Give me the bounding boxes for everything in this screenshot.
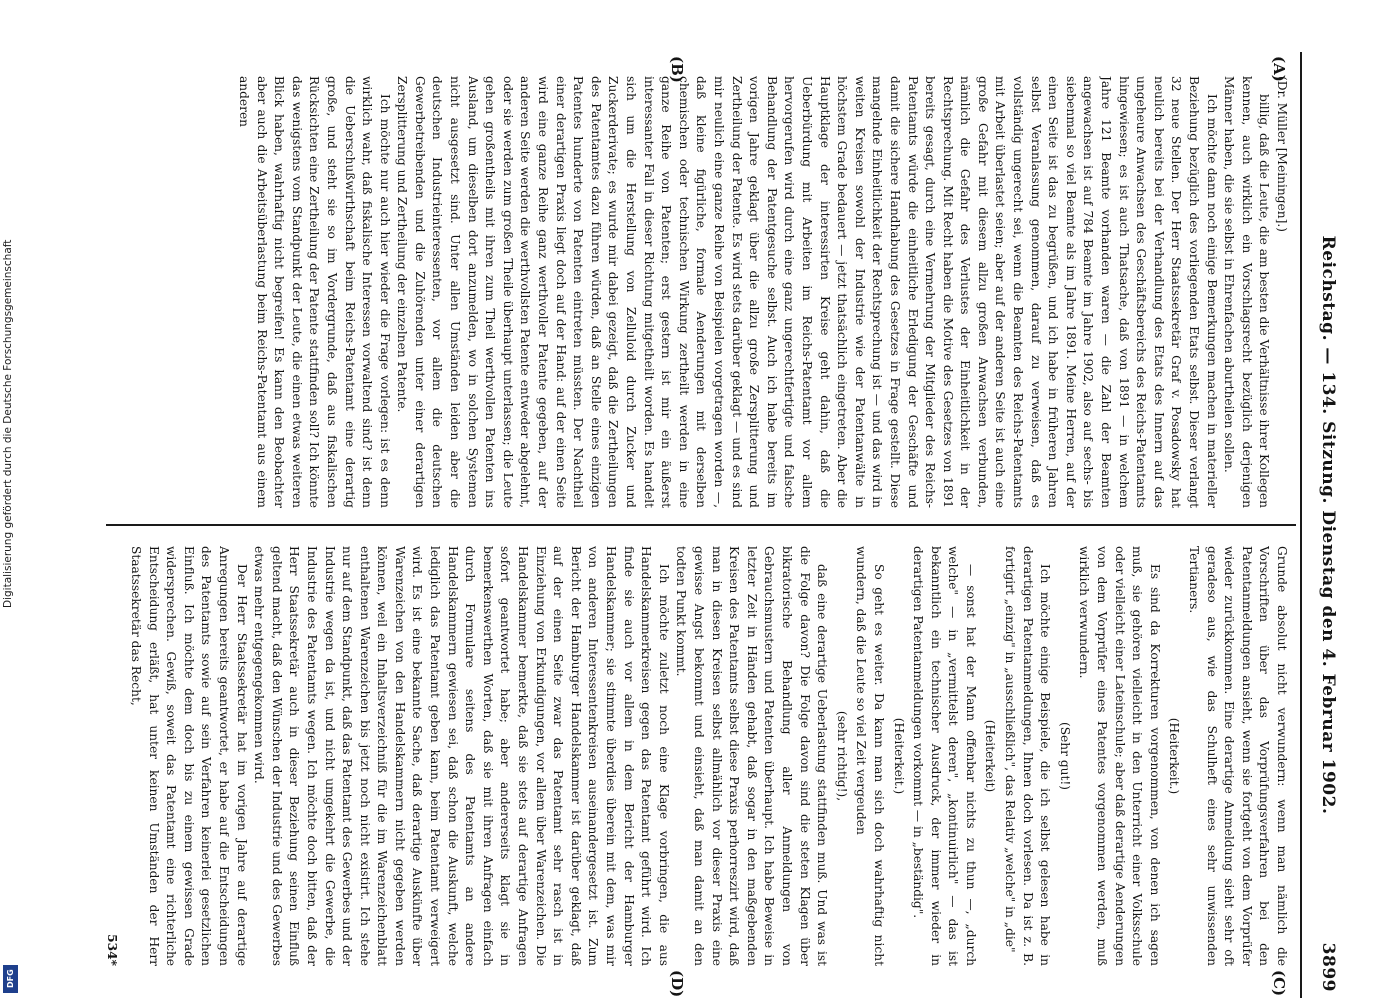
paragraph: (Sehr gut!) xyxy=(1057,721,1072,791)
paragraph: daß eine derartige Ueberlastung stattfinden muß. Und was ist die Folge davon? Die Folge davon sind die steten Klagen über bikratorische Behandlung aller Anmeldungen von Gebrauchsmustern und Patenten überhaupt. Ich habe Beweise in letzter Zeit in Händen gehabt, daß sogar in den maßgebenden Kreisen des Patentamts selbst diese Praxis perhorreszirt wird, daß man in diesen Kreisen selbst allmählich vor dieser Praxis eine gewisse Angst bekommt und einsieht, daß man damit an den todten Punkt kommt. xyxy=(674,546,830,966)
paragraph: Ich möchte einige Beispiele, die ich selbst gelesen habe in derartigen Patentanmeldungen, Ihnen doch vorlesen. Da ist z. B. fortigirt „einzig" in „ausschließlich", das Relativ „welche" in „die" xyxy=(1003,546,1053,966)
page-number: 3899 xyxy=(1318,942,1338,992)
header-title: Reichstag. — 134. Sitzung. Dienstag den 4. Februar 1902. xyxy=(1318,235,1338,815)
paragraph: billig, daß die Leute, die am besten die Verhältnisse ihrer Kollegen kennen, auch wirklich ein Vorschlagsrecht bezüglich derjenigen Männer haben, die sie selbst in Ehrenfachen aburtheilen sollen. xyxy=(1222,76,1272,508)
funding-note: Digitalisierung gefördert durch die Deutsche Forschungsgemeinschaft xyxy=(2,239,14,608)
paragraph: So geht es weiter. Da kann man sich doch wahrhaftig nicht wundern, daß die Leute so viel Zeit vergeuden xyxy=(854,546,886,966)
paragraph: Ich möchte dann noch einige Bemerkungen machen in materieller Beziehung bezüglich des vorliegenden Etats selbst. Dieser verlangt 32 neue Stellen. Der Herr Staatssekretär Graf v. Posadowsky hat neulich bereits bei der Verhandlung des Etats des Innern auf das ungeheure Anwachsen des Geschäftsbereichs des Reichs-Patentamts hingewiesen; es ist auch Thatsache, daß von 1891 — in welchem Jahre 121 Beamte vorhanden waren — die Zahl der Beamten angewachsen ist auf 784 Beamte im Jahre 1902, also auf sechs- bis siebenmal so viel Beamte als im Jahre 1891. Meine Herren, auf der einen Seite ist das zu begrüßen, und ich habe in früheren Jahren selbst Veranlassung genommen, darauf zu verweisen, daß es vollständig ungerecht sei, wenn die Beamten des Reichs-Patentamts mit Arbeit überlastet seien; aber auf der anderen Seite ist auch eine große Gefahr mit diesem allzu großen Anwachsen verbunden, nämlich die Gefahr des Verlustes der Einheitlichkeit in der Rechtsprechung. Mit Recht haben die Motive des Gesetzes von 1891 bereits gesagt, durch eine Vermehrung der Mitglieder des Reichs-Patentamts würde die einheitliche Erledigung der Geschäfte und damit die sichere Handhabung des Gesetzes in Frage gestellt. Diese mangelnde Einheitlichkeit der Rechtsprechung ist — und das wird in weiten Kreisen sowohl der Industrie wie der Patentanwälte in höchstem Grade bedauert — jetzt thatsächlich eingetreten. Aber die Hauptklage der interessirten Kreise geht dahin, daß die Ueberbürdung mit Arbeiten im Reichs-Patentamt vor allem hervorgerufen wird durch eine ganz ungerechtfertigte und falsche Behandlung der Patentgesuche selbst. Auch ich habe bereits im vorigen Jahre geklagt über die allzu große Zersplitterung und Zertheilung der Patente. Es wird stets darüber geklagt — und es sind mir neulich eine ganze Reihe von Beispielen vorgetragen worden —, daß kleine figürliche, formale Aenderungen mit derselben chemischen oder technischen Wirkung zertheilt werden in eine ganze Reihe von Patenten; erst gestern ist mir ein äußerst interessanter Fall in dieser Richtung mitgetheilt worden. Es handelt sich um die Herstellung von Zelluloid durch Zucker und Zuckerderivate; es wurde mir dabei gezeigt, daß die Zertheilungen des Patentamtes dazu führen würden, daß an Stelle eines einzigen Patentes hunderte von Patenten eintreten müssten. Der Nachtheil einer derartigen Praxis liegt doch auf der Hand: auf der einen Seite wird eine ganze Reihe ganz werthvoller Patente gegeben, auf der anderen Seite werden die werthvollsten Patente entweder abgelehnt, oder sie werden zum großen Theile überhaupt unterlassen; die Leute gehen großentheils mit ihren zum Theil werthvollen Patenten ins Ausland, um dieselben dort anzumelden, wo in solchen Systemen nicht ausgesetzt sind. Unter allen Umständen leiden aber die deutschen Industrieinteressenten, vor allem die deutschen Gewerbetreibenden und die Zuhörenden unter einer derartigen Zersplitterung und Zertheilung der einzelnen Patente. xyxy=(395,76,1219,508)
paragraph: — sonst hat der Mann offenbar nichts zu thun —, „durch welche" — in „vermittelst deren", „kontinuirlich" — das ist bekanntlich ein technischer Ausdruck, der immer wieder in derartigen Patentanmeldungen vorkommt — in „beständig". xyxy=(911,546,978,966)
paragraph: (Dr. Müller [Meiningen].) xyxy=(1275,76,1289,232)
paragraph: (Heiterkeit.) xyxy=(1167,717,1182,795)
right-text-column xyxy=(95,546,1290,966)
column-divider xyxy=(106,524,1296,526)
paragraph: Ich möchte nur auch hier wieder die Frage vorlegen: ist es denn wirklich wahr, daß fiskalische Interessen vorwaltend sind? ist denn die Ueberschußwirthschaft beim Reichs-Patentamt eine derartig große, und steht sie so im Vordergrunde, daß aus fiskalischen Rücksichten eine Zertheilung der Patente stattfinden soll? Ich könnte das wenigstens vom Standpunkt der Leute, die einen etwas weiteren Blick haben, wahrhaftig nicht begreifen! Es kann den Beobachter aber auch die Arbeitsüberlastung beim Reichs-Patentamt aus einem anderen xyxy=(236,76,392,508)
header-rule xyxy=(1300,52,1302,998)
rotated-page-content xyxy=(84,52,1346,998)
paragraph: Es sind da Korrekturen vorgenommen, von denen ich sagen muß, sie gehören vielleicht in den Unterricht einer Volksschule oder vielleicht einer Lateinschule; aber daß derartige Aenderungen von dem Vorprüfer eines Patentes vorgenommen werden, muß wirklich verwundern. xyxy=(1077,546,1162,966)
margin-marker-a: (A) xyxy=(1270,56,1288,82)
paragraph: Der Herr Staatssekretär hat im vorigen Jahre auf derartige Anregungen bereits geantwortet, er habe auf die Entscheidungen des Patentamts sowie auf sein Verfahren keinerlei gesetzlichen Einfluß. Ich möchte dem doch bis zu einem gewissen Grade widersprechen. Gewiß, soweit das Patentamt eine richterliche Entscheidung erläßt, hat unter keinen Umständen der Herr Staatssekretär das Recht, xyxy=(129,546,249,966)
signature-mark: 534* xyxy=(105,934,120,966)
paragraph: (Heiterkeit.) xyxy=(891,717,906,795)
paragraph: (sehr richtig!), xyxy=(834,710,849,802)
margin-marker-c: (C) xyxy=(1270,970,1288,997)
margin-marker-b: (B) xyxy=(668,56,686,83)
left-text-column xyxy=(95,76,1290,508)
paragraph: Ich möchte zuletzt noch eine Klage vorbringen, die aus Handelskammerkreisen gegen das Patentamt geführt wird. Ich finde sie auch vor allem in dem Bericht der Hamburger Handelskammer; sie stimmte überdies überein mit dem, was mir von anderen Interessentenkreisen auseinandergesetzt ist. Zum Bericht der Hamburger Handelskammer ist darüber geklagt, daß auf der einen Seite zwar das Patentamt sehr rasch ist in Einziehung von Erkundigungen, vor allem über Warenzeichen. Die Handelskammer bemerkte, daß sie stets auf derartige Anfragen sofort geantwortet habe; aber andererseits klagt sie in bemerkenswerthen Worten, daß sie mit ihren Anfragen einfach durch Formulare seitens des Patentamts an andere Handelskammern gewiesen sei, daß schon die Auskunft, welche lediglich das Patentamt geben kann, beim Patentamt verweigert wird. Es ist eine bekannte Sache, daß derartige Auskünfte über Warenzeichen von den Handelskammern nicht gegeben werden können, weil ein Inhaltsverzeichniß für die im Warenzeichenblatt enthaltenen Warenzeichen bis jetzt noch nicht existirt. Ich stehe nur auf dem Standpunkt, daß das Patentamt des Gewerbes und der Industrie wegen da ist, und nicht umgekehrt die Gewerbe, die Industrie des Patentamts wegen. Ich möchte doch bitten, daß der Herr Staatssekretär auch in dieser Beziehung seinen Einfluß geltend macht, daß den Wünschen der Industrie und des Gewerbes etwas mehr entgegengekommen wird. xyxy=(252,546,671,966)
dfg-logo: DFG xyxy=(3,965,18,993)
scanned-page xyxy=(84,52,1346,998)
margin-marker-d: (D) xyxy=(668,970,686,998)
paragraph: Grunde absolut nicht verwundern: wenn man nämlich die Vorschriften über das Vorprüfungsverfahren bei den Patentanmeldungen ansieht, wenn sie fortgeht von dem Vorprüfer wieder zurückkommen. Eine derartige Anmeldung sieht sehr oft geradeso aus, wie das Schulheft eines sehr unwissenden Tertianers. xyxy=(1187,546,1289,966)
page-header xyxy=(1306,52,1346,998)
paragraph: (Heiterkeit) xyxy=(983,719,998,793)
